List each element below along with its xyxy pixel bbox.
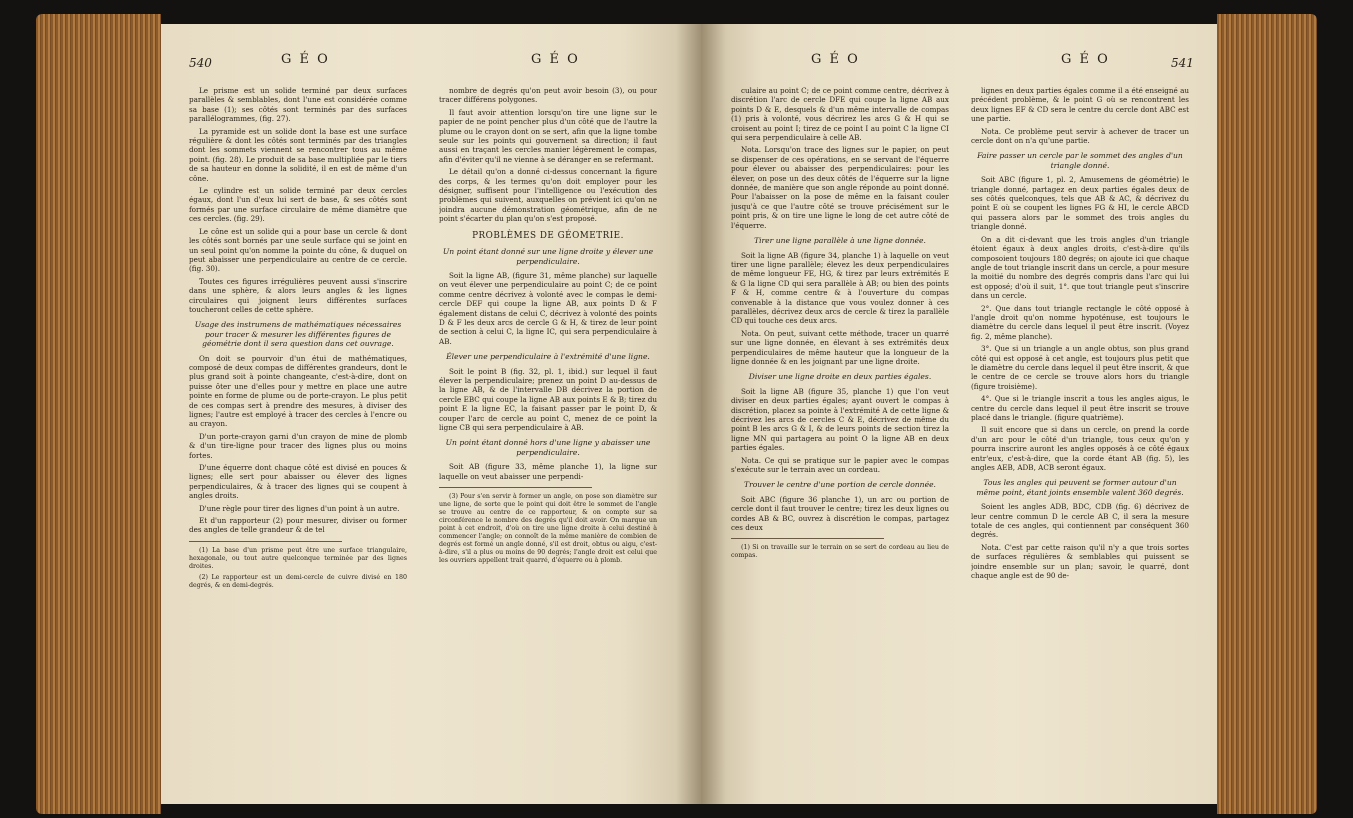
section-heading: Un point étant donné hors d'une ligne y abaisser une perpendiculaire. [445, 438, 651, 457]
section-heading: Usage des instrumens de mathématiques nécessaires pour tracer & mesurer les différentes figures de géométrie dont il sera question dans cet ouvrage. [194, 320, 402, 349]
right-page [701, 24, 1217, 804]
paragraph: On doit se pourvoir d'un étui de mathématiques, composé de deux compas de différentes grandeurs, dont le plus grand soit à pointe changeante, c'est-à-dire, dont on puisse ôter une d'elles pour y mettre en place une autre pointe en forme de plume ou de porte-crayon. Le plus petit de ces compas sert à prendre des mesures, à diviser des lignes; l'autre est employé à tracer des cercles à l'encre ou au crayon. [189, 353, 407, 429]
paragraph: Nota. Lorsqu'on trace des lignes sur le papier, on peut se dispenser de ces opérations, en se servant de l'équerre pour élever ou abaisser des perpendiculaires: pour les élever, on pose un des deux côtés de l'équerre sur la ligne donnée, de manière que son angle réponde au point donné. Pour l'abaisser on la pose de même en la faisant couler jusqu'à ce que l'autre côté se trouve précisément sur le point pris, & on tire une ligne le long de cet autre côté de l'équerre. [731, 145, 949, 230]
running-header: G É O [281, 52, 330, 67]
column-left [731, 86, 949, 776]
paragraph: Il faut avoir attention lorsqu'on tire une ligne sur le papier de ne point pencher plus d'un côté que de l'autre la plume ou le crayon dont on se sert, afin que la ligne tombe seule sur les points qui gouvernent sa direction; il faut aussi en traçant les cercles manier légèrement le compas, afin d'éviter qu'il ne vienne à se déranger en se refermant. [439, 107, 657, 164]
running-header-right: G É O [1061, 52, 1110, 67]
page-number: 540 [189, 56, 212, 70]
footnote: (3) Pour s'en servir à former un angle, on pose son diamètre sur une ligne, de sorte que le point qui doit être le sommet de l'angle se trouve au centre de ce rapporteur, & on compte sur sa circonférence le nombre des degrés qu'il doit avoir. On marque un point à cet endroit, d'où on tire une ligne droite à celui destiné à commencer l'angle; on connoît de la même manière de combien de degrés est formé un angle donné, s'il est droit, obtus ou aigu, c'est-à-dire, s'il a plus ou moins de 90 degrés; l'angle droit est celui que les ouvriers appellent trait quarré, d'équerre ou à plomb. [439, 493, 657, 565]
open-book [36, 14, 1317, 814]
paragraph: Il suit encore que si dans un cercle, on prend la corde d'un arc pour le côté d'un triangle, tous ceux qu'on y pourra inscrire auront les angles opposés à ce côté égaux entr'eux, c'est-à-dire, que la corde étant AB (fig. 5), les angles AEB, ADB, ACB seront égaux. [971, 425, 1189, 473]
section-heading: Un point étant donné sur une ligne droite y élever une perpendiculaire. [442, 247, 654, 266]
footnote-rule [731, 538, 884, 539]
section-heading: Élever une perpendiculaire à l'extrémité d'une ligne. [446, 352, 650, 362]
section-heading: Trouver le centre d'une portion de cercle donnée. [744, 480, 936, 490]
paragraph: D'une règle pour tirer des lignes d'un point à un autre. [199, 503, 400, 513]
right-page-edges [1217, 14, 1317, 814]
paragraph: Toutes ces figures irrégulières peuvent aussi s'inscrire dans une sphère, & alors leurs angles & les lignes circulaires qui joignent leurs différentes surfaces toucheront celles de cette sphère. [189, 276, 407, 314]
paragraph: La pyramide est un solide dont la base est une surface régulière & dont les côtés sont terminés par des triangles dont les sommets viennent se rencontrer tous au même point. (fig. 28). Le produit de sa base multipliée par le tiers de sa hauteur en donne la solidité, il en est de même d'un cône. [189, 126, 407, 183]
paragraph: Soient les angles ADB, BDC, CDB (fig. 6) décrivez de leur centre commun D le cercle AB C, il sera la mesure totale de ces angles, qui contiennent par conséquent 360 degrés. [971, 502, 1189, 540]
page-number: 541 [1171, 56, 1194, 70]
paragraph: Nota. C'est par cette raison qu'il n'y a que trois sortes de surfaces régulières & semblables qui puissent se joindre ensemble sur un plan; savoir, le quarré, dont chaque angle est de 90 de- [971, 542, 1189, 581]
paragraph: Le cône est un solide qui a pour base un cercle & dont les côtés sont bornés par une seule surface qui se joint en un seul point qu'on nomme la pointe du cône, & duquel on peut abaisser une perpendiculaire au centre de ce cercle. (fig. 30). [189, 226, 407, 274]
section-heading: Diviser une ligne droite en deux parties égales. [748, 372, 932, 382]
paragraph: Et d'un rapporteur (2) pour mesurer, diviser ou former des angles de telle grandeur & de tel [189, 516, 407, 535]
footnote-rule [189, 541, 342, 542]
section-title: PROBLÈMES DE GÉOMETRIE. [472, 230, 624, 241]
paragraph: Le détail qu'on a donné ci-dessus concernant la figure des corps, & les termes qu'on doit employer pour les désigner, suffisent pour l'intelligence ou l'exécution des problèmes qui suivent, auxquelles on prévient ici qu'on ne joindra aucune démonstration géométrique, afin de ne point s'écarter du plan qu'on s'est proposé. [439, 167, 657, 224]
paragraph: nombre de degrés qu'on peut avoir besoin (3), ou pour tracer différens polygones. [439, 86, 657, 105]
paragraph: D'un porte-crayon garni d'un crayon de mine de plomb & d'un tire-ligne pour tracer des lignes plus ou moins fortes. [189, 431, 407, 460]
paragraph: On a dit ci-devant que les trois angles d'un triangle étoient égaux à deux angles droits, c'est-à-dire qu'ils composoient toujours 180 degrés; on ajoute ici que chaque angle de tout triangle inscrit dans un cercle, a pour mesure la moitié du nombre des degrés compris dans l'arc qui lui est opposé; d'où il suit, 1°. que tout triangle peut s'inscrire dans un cercle. [971, 234, 1189, 301]
footnote: (1) Si on travaille sur le terrain on se sert de cordeau au lieu de compas. [731, 544, 949, 560]
left-page [161, 24, 701, 804]
paragraph: Soit AB (figure 33, même planche 1), la ligne sur laquelle on veut abaisser une perpendi- [439, 462, 657, 481]
paragraph: 2°. Que dans tout triangle rectangle le côté opposé à l'angle droit qu'on nomme hypoténuse, est toujours le diamètre du cercle dans lequel il peut être inscrit. (Voyez fig. 2, même planche). [971, 303, 1189, 341]
running-header-right: G É O [531, 52, 580, 67]
footnote-rule [439, 487, 592, 488]
paragraph: Soit ABC (figure 1, pl. 2, Amusemens de géométrie) le triangle donné, partagez en deux parties égales deux de ses côtés quelconques, tels que AB & AC, & décrivez du point E où se coupent les lignes FG & HI, le cercle ABCD qui passera alors par le sommet des trois angles du triangle donné. [971, 175, 1189, 232]
paragraph: Nota. On peut, suivant cette méthode, tracer un quarré sur une ligne donnée, en élevant à ses extrémités deux perpendiculaires de même hauteur que la longueur de la ligne donnée & en les joignant par une ligne droite. [731, 328, 949, 366]
paragraph: Nota. Ce problème peut servir à achever de tracer un cercle dont on n'a qu'une partie. [971, 126, 1189, 146]
footnote: (2) Le rapporteur est un demi-cercle de cuivre divisé en 180 degrés, & en demi-degrés. [189, 573, 407, 589]
paragraph: Soit la ligne AB (figure 34, planche 1) à laquelle on veut tirer une ligne parallèle; élevez les deux perpendiculaires de même longueur FE, HG, & tirez par leurs extrémités E & G la ligne CD qui sera parallèle à AB; ou bien des points F & H, comme centre & à l'ouverture du compas convenable à la distance que vous voulez donner à ces parallèles, décrivez deux arcs de cercle & tirez la parallèle CD qui touche ces deux arcs. [731, 250, 949, 326]
paragraph: Le prisme est un solide terminé par deux surfaces parallèles & semblables, dont l'une est considérée comme sa base (1); ses côtés sont terminés par des surfaces parallélogrammes, (fig. 27). [189, 86, 407, 124]
column-right [439, 86, 657, 776]
paragraph: Soit le point B (fig. 32, pl. 1, ibid.) sur lequel il faut élever la perpendiculaire; prenez un point D au-dessus de la ligne AB, & de l'intervalle DB décrivez la portion de cercle EBC qui coupe la ligne AB aux points E & B; tirez du point E la ligne EC, la faisant passer par le point D, & couper l'arc de cercle au point C, menez de ce point la ligne CB qui sera perpendiculaire à AB. [439, 366, 657, 432]
left-page-edges [36, 14, 161, 814]
section-heading: Tirer une ligne parallèle à une ligne donnée. [754, 236, 926, 246]
paragraph: Soit la ligne AB, (figure 31, même planche) sur laquelle on veut élever une perpendiculaire au point C; de ce point comme centre décrivez à volonté avec le compas le demi-cercle DEF qui coupe la ligne AB, aux points D & F également distans de celui C, décrivez à volonté des points D & F les deux arcs de cercle G & H, & tirez de leur point de section à celui C, la ligne IC, qui sera perpendiculaire à AB. [439, 270, 657, 346]
paragraph: Nota. Ce qui se pratique sur le papier avec le compas s'exécute sur le terrain avec un cordeau. [731, 455, 949, 475]
paragraph: Le cylindre est un solide terminé par deux cercles égaux, dont l'un d'eux lui sert de base, & ses côtés sont formés par une surface circulaire de même diamètre que ces cercles. (fig. 29). [189, 186, 407, 224]
paragraph: 4°. Que si le triangle inscrit a tous les angles aigus, le centre du cercle dans lequel il peut être inscrit se trouve placé dans le triangle. (figure quatrième). [971, 394, 1189, 422]
footnote: (1) La base d'un prisme peut être une surface triangulaire, hexagonale, ou tout autre quelconque terminée par des lignes droites. [189, 546, 407, 570]
paragraph: Soit ABC (figure 36 planche 1), un arc ou portion de cercle dont il faut trouver le centre; tirez les deux lignes ou cordes AB & BC, ouvrez à discrétion le compas, partagez ces deux [731, 494, 949, 533]
paragraph: culaire au point C; de ce point comme centre, décrivez à discrétion l'arc de cercle DFE qui coupe la ligne AB aux points D & E, desquels & d'un même intervalle de compas (1) pris à volonté, vous décrirez les arcs G & H qui se croisent au point I; tirez de ce point I au point C la ligne CI qui sera perpendiculaire à celle AB. [731, 86, 949, 143]
paragraph: 3°. Que si un triangle a un angle obtus, son plus grand côté qui est opposé à cet angle, est toujours plus petit que le diamètre du cercle dans lequel il peut être inscrit, & que le centre de ce cercle se trouve alors hors du triangle (figure troisième). [971, 344, 1189, 391]
column-left [189, 86, 407, 776]
running-header: G É O [811, 52, 860, 67]
column-right [971, 86, 1189, 776]
section-heading: Faire passer un cercle par le sommet des angles d'un triangle donné. [977, 151, 1183, 170]
paragraph: D'une équerre dont chaque côté est divisé en pouces & lignes; elle sert pour abaisser ou élever des lignes perpendiculaires, & à tracer des lignes qui se coupent à angles droits. [189, 463, 407, 501]
paragraph: Soit la ligne AB (figure 35, planche 1) que l'on veut diviser en deux parties égales; ayant ouvert le compas à discrétion, placez sa pointe à l'extrémité A de cette ligne & décrivez les arcs de cercles C & E, décrivez de même du point B les arcs G & I, & de leurs points de section tirez la ligne MN qui partagera au point O la ligne AB en deux parties égales. [731, 386, 949, 453]
paragraph: lignes en deux parties égales comme il a été enseigné au précédent problème, & le point G où se rencontrent les deux lignes EF & CD sera le centre du cercle dont ABC est une partie. [971, 86, 1189, 124]
section-heading: Tous les angles qui peuvent se former autour d'un même point, étant joints ensemble valent 360 degrés. [976, 478, 1184, 497]
